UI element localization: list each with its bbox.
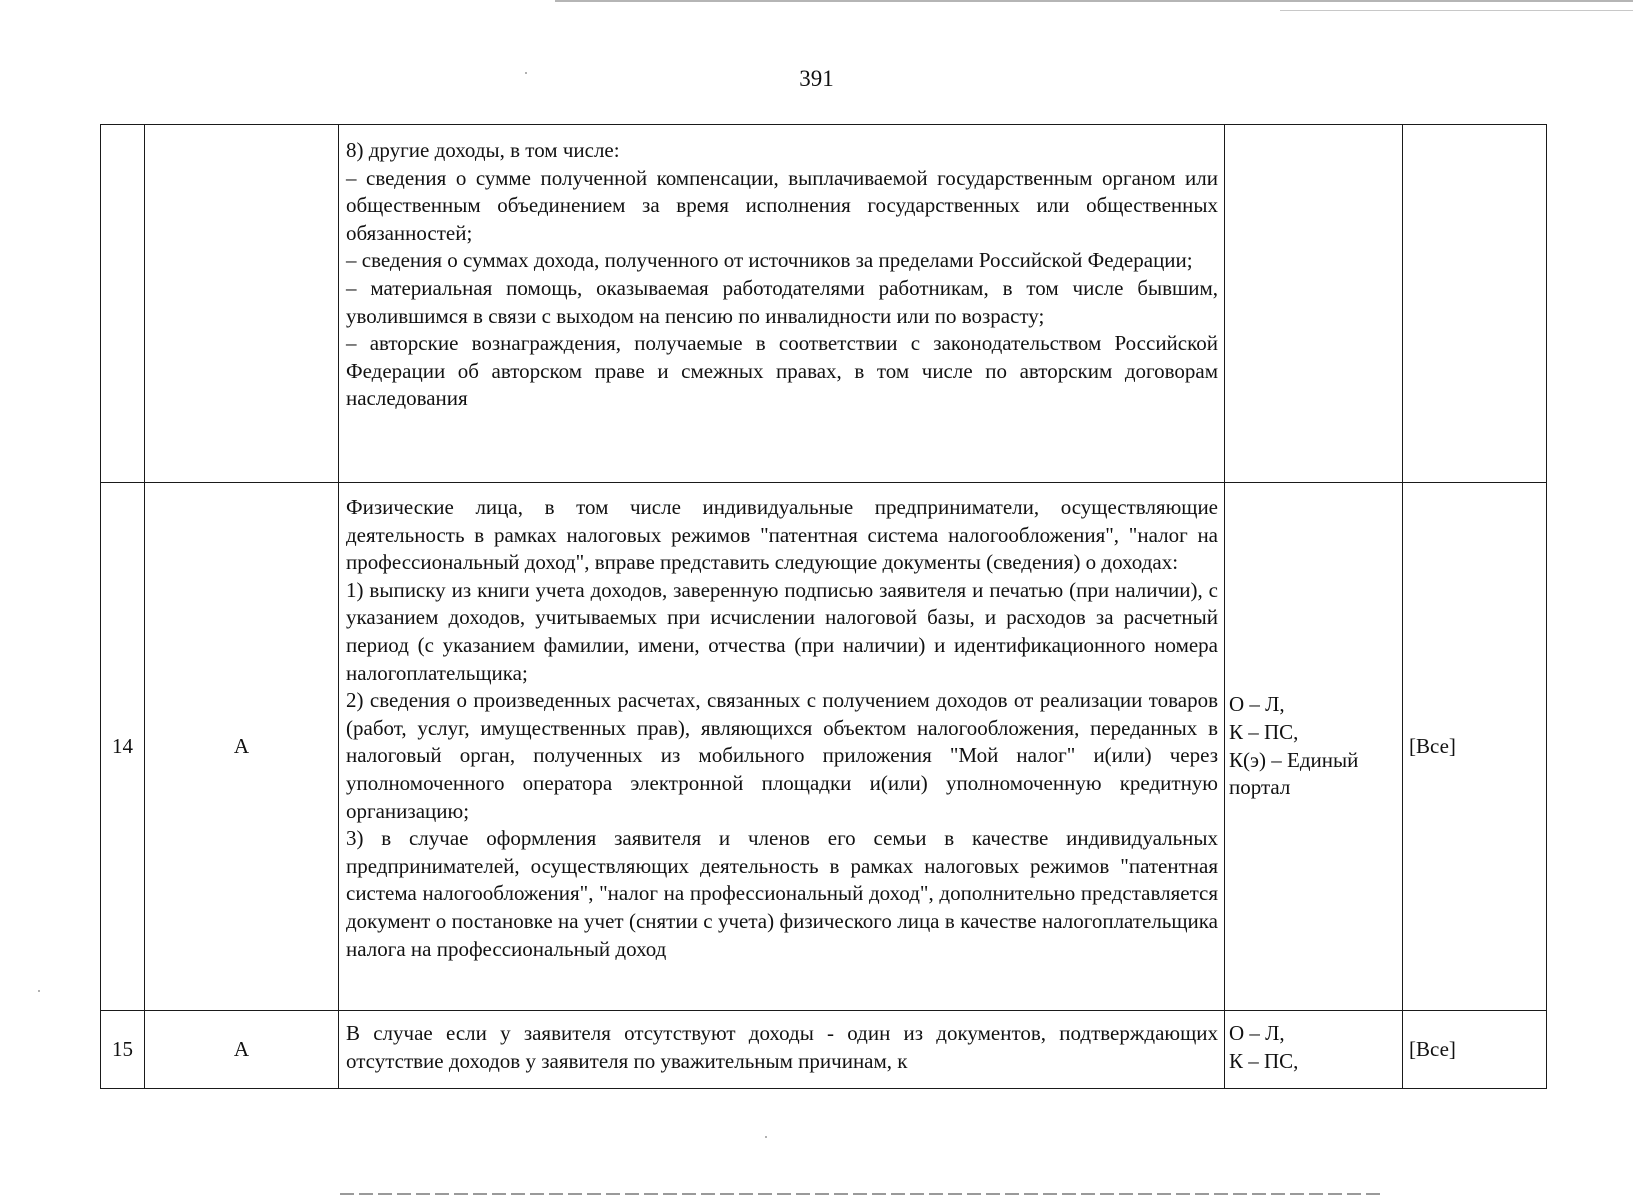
row-receipt-method bbox=[1225, 1011, 1403, 1089]
receipt-line: К(э) – Единый bbox=[1229, 747, 1359, 772]
row-number: 14 bbox=[101, 483, 145, 1011]
row-description-cell bbox=[339, 483, 1225, 1011]
row-type: А bbox=[145, 1011, 339, 1089]
description-paragraph: 3) в случае оформления заявителя и членов его семьи в качестве индивидуальных предпринимателей, осуществляющих деятельность в рамках налоговых режимов "патентная система налогообложения", "налог на профессиональный доход", дополнительно представляется документ о постановке на учет (снятии с учета) физического лица в качестве налогоплательщика налога на профессиональный доход bbox=[346, 826, 1218, 961]
scan-edge-top bbox=[555, 0, 1633, 2]
scan-edge-bottom bbox=[340, 1193, 1380, 1195]
row-number: 15 bbox=[101, 1011, 145, 1089]
description-paragraph: – сведения о суммах дохода, полученного от источников за пределами Российской Федерации; bbox=[346, 248, 1193, 273]
receipt-line: К – ПС, bbox=[1229, 719, 1299, 744]
description-paragraph: 2) сведения о произведенных расчетах, связанных с получением доходов от реализации товаров (работ, услуг, имущественных прав), являющихся объектом налогообложения, переданных в налоговый орган, полученных из мобильного приложения "Мой налог" и(или) через уполномоченного оператора электронной площадки и(или) уполномоченную кредитную организацию; bbox=[346, 688, 1218, 823]
scan-speck bbox=[38, 990, 40, 992]
receipt-line: О – Л, bbox=[1229, 1021, 1285, 1045]
row-description-cell bbox=[339, 1011, 1225, 1089]
description-paragraph: – сведения о сумме полученной компенсации, выплачиваемой государственным органом или общественным объединением за время исполнения государственных или общественных обязанностей; bbox=[346, 165, 1218, 245]
documents-table bbox=[100, 124, 1547, 1089]
row-access: [Все] bbox=[1403, 1011, 1547, 1089]
page-number: 391 bbox=[799, 66, 834, 91]
row-type: А bbox=[145, 483, 339, 1011]
row-description-cell bbox=[339, 125, 1225, 483]
table-row-15 bbox=[101, 1011, 1547, 1089]
scan-edge-top-secondary bbox=[1280, 10, 1633, 11]
table-row-continuation bbox=[101, 125, 1547, 483]
description-paragraph: В случае если у заявителя отсутствуют доходы - один из документов, подтверждающих отсутствие доходов у заявителя по уважительным причинам, к bbox=[346, 1021, 1218, 1073]
description-paragraph: – материальная помощь, оказываемая работодателями работникам, в том числе бывшим, уволившимся в связи с выходом на пенсию по инвалидности или по возрасту; bbox=[346, 275, 1218, 328]
description-paragraph: 1) выписку из книги учета доходов, заверенную подписью заявителя и печатью (при наличии), с указанием доходов, учитываемых при исчислении налоговой базы, и расходов за расчетный период (с указанием фамилии, имени, отчества (при наличии) и идентификационного номера налогоплательщика; bbox=[346, 577, 1218, 685]
description-paragraph: 8) другие доходы, в том числе: bbox=[346, 138, 620, 162]
description-paragraph: Физические лица, в том числе индивидуальные предприниматели, осуществляющие деятельность в рамках налоговых режимов "патентная система налогообложения", "налог на профессиональный доход", вправе представить следующие документы (сведения) о доходах: bbox=[346, 495, 1218, 575]
receipt-line: портал bbox=[1229, 775, 1291, 800]
row-type-cell bbox=[145, 125, 339, 483]
scan-speck bbox=[525, 72, 527, 74]
table-row-14 bbox=[101, 483, 1547, 1011]
scan-speck bbox=[765, 1136, 767, 1138]
receipt-line: К – ПС, bbox=[1229, 1048, 1299, 1073]
receipt-line: О – Л, bbox=[1229, 692, 1285, 717]
description-paragraph: – авторские вознаграждения, получаемые в соответствии с законодательством Российской Федерации об авторском праве и смежных правах, в том числе по авторским договорам наследования bbox=[346, 331, 1218, 411]
row-access-cell bbox=[1403, 125, 1547, 483]
row-receipt-method bbox=[1225, 483, 1403, 1011]
row-receipt-cell bbox=[1225, 125, 1403, 483]
row-access: [Все] bbox=[1403, 483, 1547, 1011]
row-number-cell bbox=[101, 125, 145, 483]
